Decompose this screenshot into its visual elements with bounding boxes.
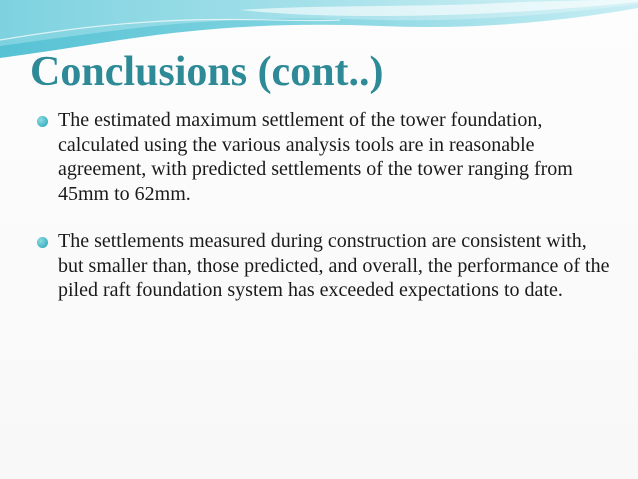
bullet-dot-icon — [37, 237, 48, 248]
bullet-text: The settlements measured during construction are consistent with, but smaller than, those predicted, and overall, the performance of the piled raft foundation system has exceeded expectations to date. — [58, 230, 610, 301]
bullet-item — [36, 229, 616, 303]
bullet-text: The estimated maximum settlement of the tower foundation, calculated using the various analysis tools are in reasonable agreement, with predicted settlements of the tower ranging from 45mm to 62mm. — [58, 109, 573, 205]
slide-title: Conclusions (cont..) — [30, 49, 384, 95]
bullet-dot-icon — [37, 116, 48, 127]
bullet-item — [36, 108, 616, 206]
bullet-list — [36, 108, 616, 326]
